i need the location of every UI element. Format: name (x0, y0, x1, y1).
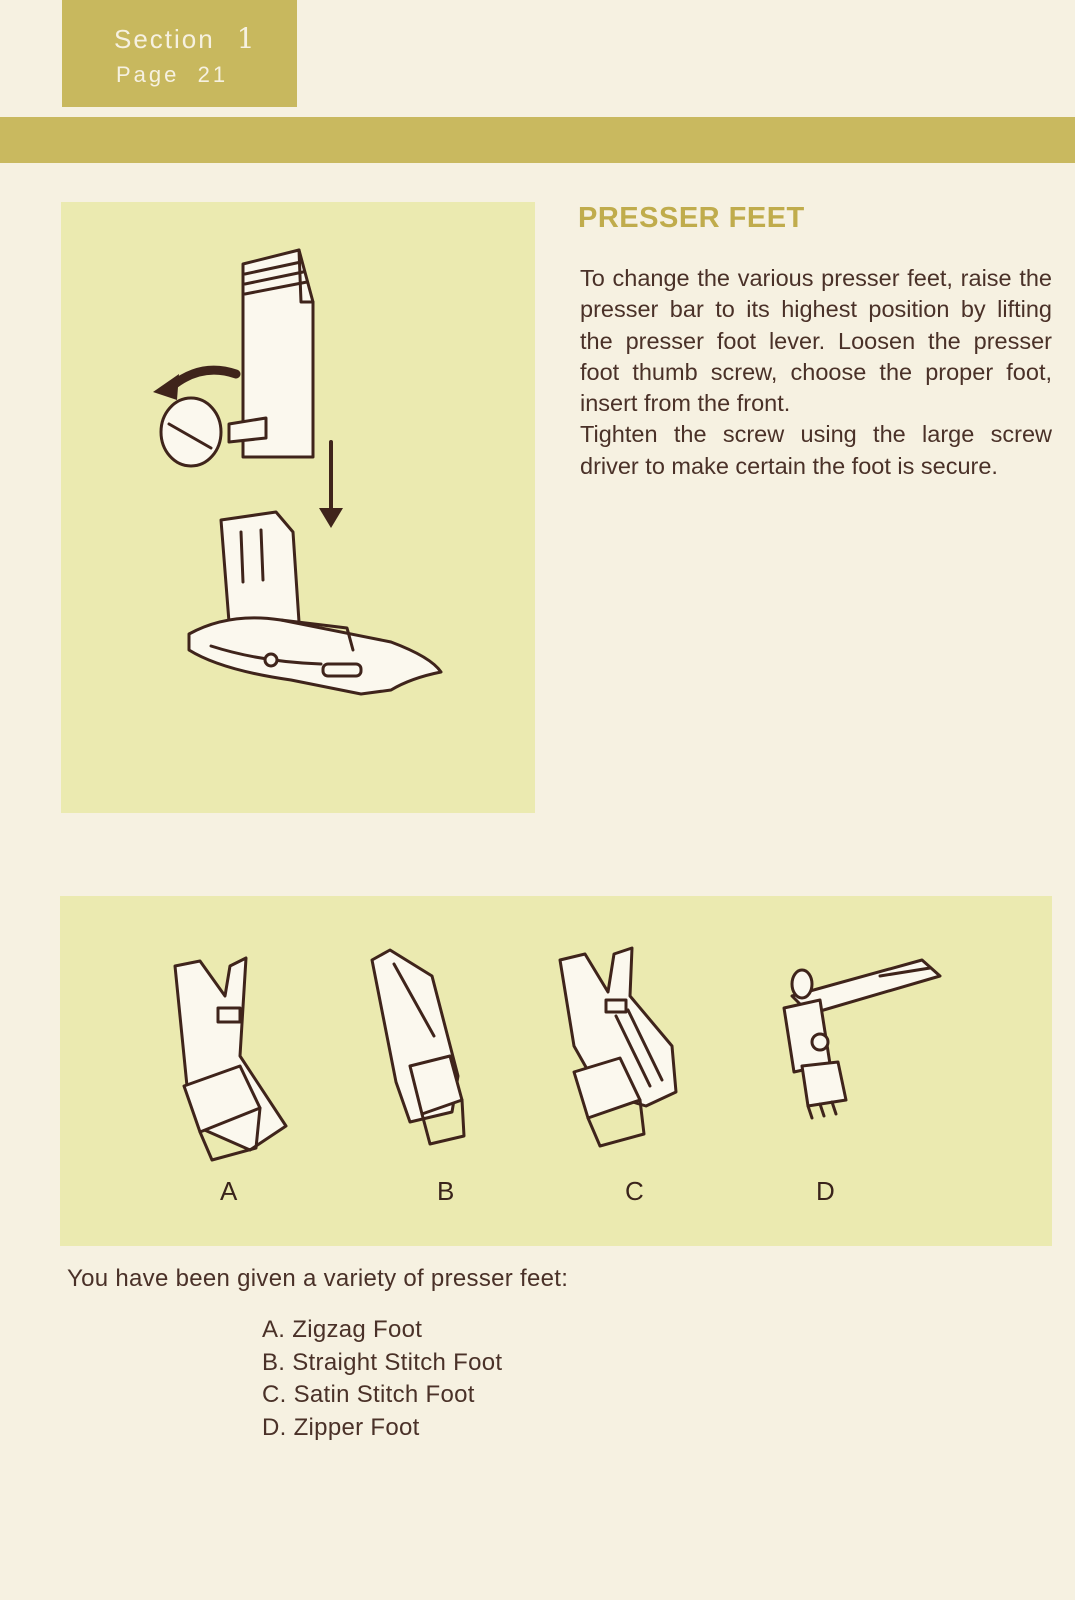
list-item (262, 1314, 502, 1347)
loosen-arrow-head (153, 374, 179, 400)
list-item (262, 1379, 502, 1412)
header-band (0, 117, 1075, 163)
insert-arrow-head (319, 508, 343, 528)
foot-letter-b: B (437, 1176, 455, 1206)
satin-stitch-foot-icon (560, 948, 676, 1146)
loosen-arrow-icon (171, 370, 236, 387)
list-item (262, 1412, 502, 1445)
feet-intro: You have been given a variety of presser feet: (67, 1265, 569, 1292)
presser-bar-illustration-panel (61, 202, 535, 813)
foot-hinge-pin (265, 654, 277, 666)
foot-needle-slot (323, 664, 361, 676)
straight-stitch-foot-icon (372, 950, 464, 1144)
list-item-name: Straight Stitch Foot (292, 1348, 503, 1376)
foot-letter-c: C (625, 1176, 644, 1206)
presser-feet-panel (60, 896, 1052, 1246)
list-item-letter: C. (262, 1381, 287, 1408)
foot-sole (189, 618, 441, 694)
list-item-name: Zipper Foot (293, 1413, 420, 1441)
section-number: 1 (236, 22, 257, 55)
foot-letter-d: D (816, 1176, 835, 1206)
thumb-screw-head (161, 398, 221, 466)
instructions (580, 263, 1052, 482)
section-label-line (114, 22, 257, 55)
page-label-line (116, 62, 228, 88)
instruction-paragraph: Tighten the screw using the large screw driver to make certain the foot is secure. (580, 421, 1052, 479)
section-label: Section (114, 24, 215, 54)
instruction-paragraph: To change the various presser feet, raise the presser bar to its highest position by lifting the presser foot lever. Loosen the presser foot thumb screw, choose the proper foot, insert from the front. (580, 265, 1052, 417)
list-item-letter: D. (262, 1413, 287, 1441)
zipper-foot-icon (784, 960, 940, 1118)
page-number: 21 (197, 62, 229, 87)
presser-bar-illustration (61, 202, 535, 813)
presser-feet-list (262, 1314, 502, 1444)
list-item-letter: A. (262, 1316, 286, 1343)
list-item-name: Zigzag Foot (292, 1316, 423, 1343)
section-tab (62, 0, 297, 107)
list-item-name: Satin Stitch Foot (293, 1381, 475, 1408)
foot-letter-a: A (220, 1176, 238, 1206)
thumb-screw-shaft (229, 418, 266, 442)
page-label: Page (116, 62, 180, 87)
list-item-letter: B. (262, 1348, 286, 1376)
page-title: PRESSER FEET (578, 202, 805, 234)
zigzag-foot-icon (175, 958, 286, 1160)
presser-feet-illustration (60, 896, 1052, 1246)
list-item (262, 1347, 502, 1380)
